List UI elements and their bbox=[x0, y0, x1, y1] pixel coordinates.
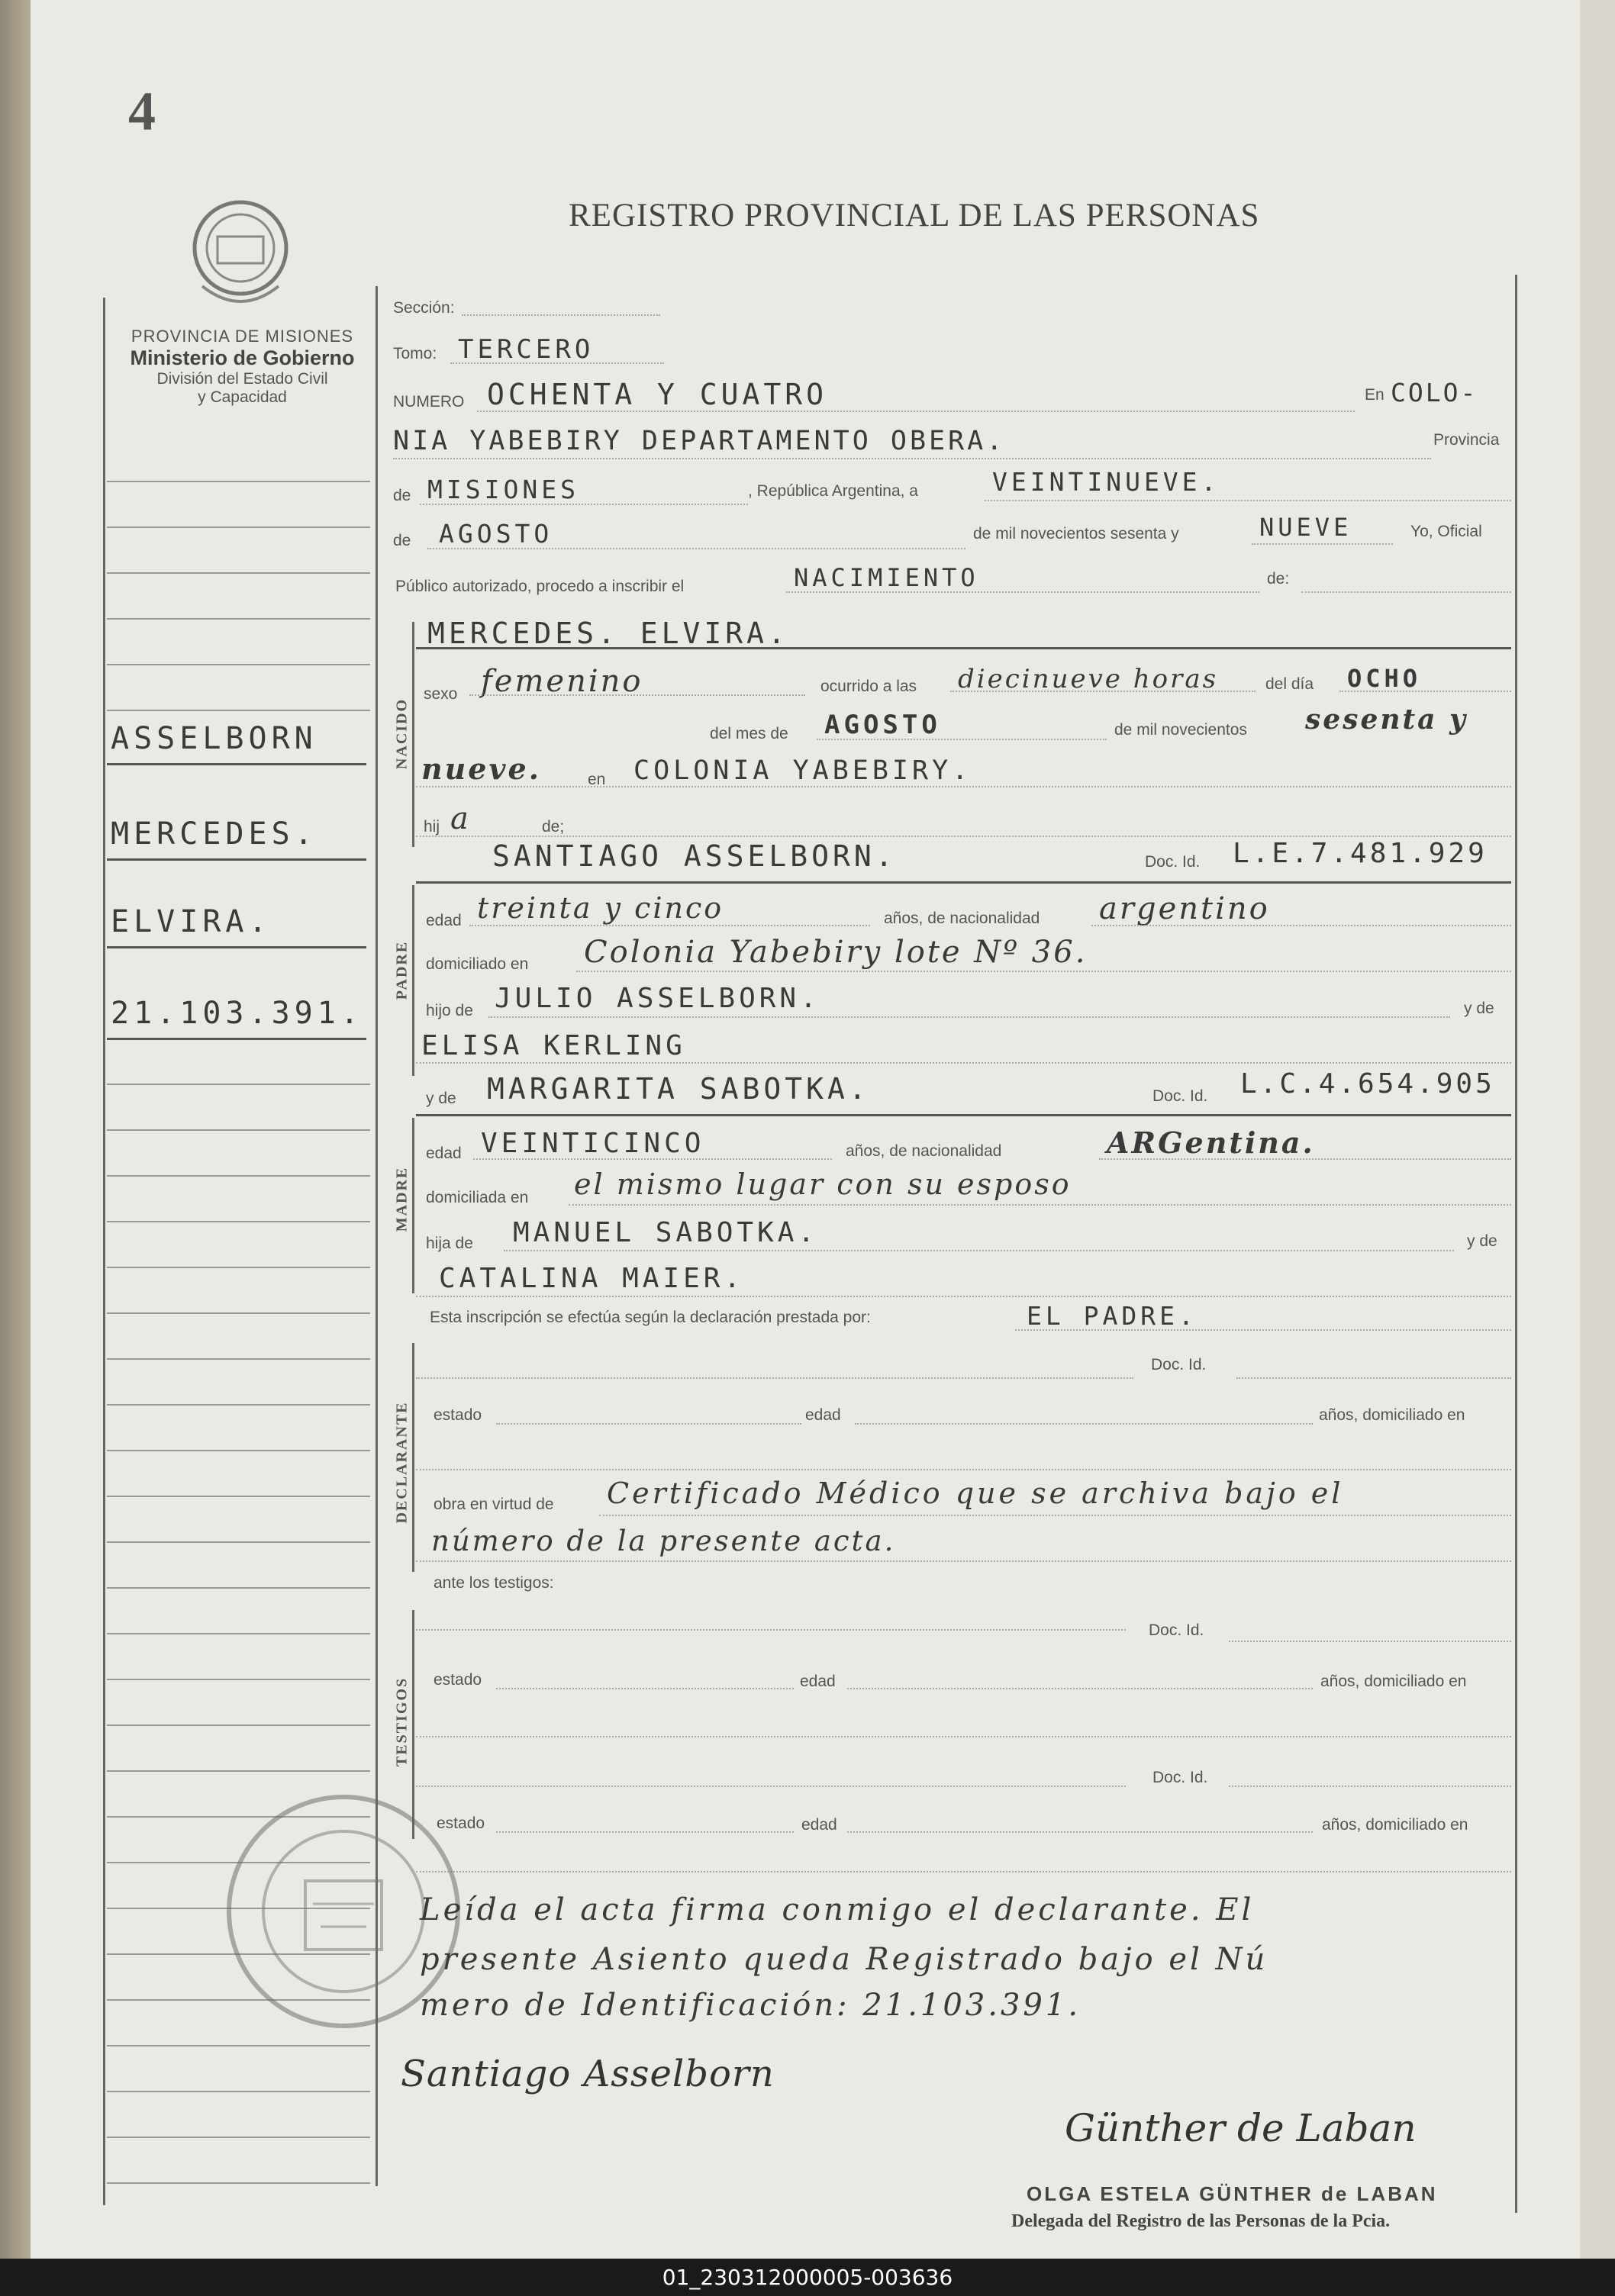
testigo2-name-dots bbox=[416, 1786, 1126, 1787]
label-edad-padre: edad bbox=[426, 912, 462, 929]
padre-padre-dots bbox=[488, 1016, 1450, 1018]
madre-padre-dots bbox=[504, 1250, 1454, 1251]
acto-dots bbox=[786, 591, 1259, 593]
value-obra-a: Certificado Médico que se archiva bajo el bbox=[607, 1476, 1344, 1510]
value-madre-doc: L.C.4.654.905 bbox=[1240, 1068, 1495, 1100]
label-estado-declarante: estado bbox=[434, 1406, 482, 1424]
value-tomo: TERCERO bbox=[458, 334, 595, 365]
label-doc-testigo2: Doc. Id. bbox=[1152, 1769, 1208, 1786]
declarante-signature: Santiago Asselborn bbox=[401, 2053, 775, 2095]
label-doc-padre: Doc. Id. bbox=[1145, 853, 1201, 871]
label-edad-madre: edad bbox=[426, 1145, 462, 1162]
testigo1-name-dots bbox=[416, 1629, 1126, 1631]
margin-underline-1 bbox=[107, 763, 366, 765]
label-tomo: Tomo: bbox=[393, 345, 437, 362]
label-numero: NUMERO bbox=[393, 393, 465, 411]
margin-surname: ASSELBORN bbox=[111, 721, 318, 756]
value-padre: SANTIAGO ASSELBORN. bbox=[492, 839, 897, 873]
obra-dots-2 bbox=[416, 1560, 1511, 1562]
declarante-bracket bbox=[412, 1343, 414, 1572]
label-de-2: de bbox=[393, 532, 411, 549]
estado-dots-1 bbox=[496, 1423, 801, 1425]
label-del-dia: del día bbox=[1265, 675, 1314, 693]
adjacent-page-edge bbox=[1580, 0, 1615, 2259]
label-de-mil-novecientos: de mil novecientos bbox=[1114, 721, 1247, 739]
org-capacity: y Capacidad bbox=[198, 388, 287, 406]
colonia-dots bbox=[393, 458, 1431, 459]
label-doc-madre: Doc. Id. bbox=[1152, 1087, 1208, 1105]
label-anos-dom-declarante: años, domiciliado en bbox=[1319, 1406, 1465, 1424]
file-id-caption: 01_230312000005-003636 bbox=[0, 2259, 1615, 2296]
label-nacionalidad-padre: años, de nacionalidad bbox=[884, 910, 1040, 927]
padre-dom-dots bbox=[576, 971, 1511, 972]
label-esta-inscripcion: Esta inscripción se efectúa según la declaración prestada por: bbox=[430, 1309, 871, 1326]
madre-bracket bbox=[412, 1118, 414, 1293]
label-hij: hij bbox=[424, 818, 440, 836]
value-lugar: COLONIA YABEBIRY. bbox=[633, 755, 972, 786]
declarante-doc-dots bbox=[1236, 1377, 1511, 1379]
label-ocurrido: ocurrido a las bbox=[820, 678, 917, 695]
label-del-mes: del mes de bbox=[710, 725, 788, 742]
value-anio-nac-a: sesenta y bbox=[1305, 704, 1468, 736]
label-nacionalidad-madre: años, de nacionalidad bbox=[846, 1142, 1002, 1160]
acto-dots-2 bbox=[1301, 591, 1511, 593]
value-padre-madre: ELISA KERLING bbox=[421, 1030, 686, 1061]
lugar-dots bbox=[416, 786, 1511, 787]
padre-rule bbox=[416, 881, 1511, 884]
seccion-dots bbox=[462, 314, 660, 316]
org-division: División del Estado Civil bbox=[156, 370, 328, 388]
padre-bracket bbox=[412, 885, 414, 1076]
value-madre-padre: MANUEL SABOTKA. bbox=[513, 1217, 819, 1248]
label-domiciliado-padre: domiciliado en bbox=[426, 955, 529, 973]
value-anio: NUEVE bbox=[1259, 513, 1352, 542]
value-numero: OCHENTA Y CUATRO bbox=[487, 378, 828, 411]
anio-dots bbox=[1252, 543, 1393, 545]
label-edad-testigo2: edad bbox=[801, 1816, 837, 1834]
madre-rule bbox=[416, 1114, 1511, 1116]
margin-name-1: MERCEDES. bbox=[111, 816, 318, 852]
book-binding bbox=[0, 0, 31, 2259]
value-cierre-c: mero de Identificación: 21.103.391. bbox=[420, 1988, 1082, 2023]
value-padre-doc: L.E.7.481.929 bbox=[1233, 838, 1488, 869]
value-madre-madre: CATALINA MAIER. bbox=[439, 1263, 745, 1294]
hij-dots bbox=[416, 836, 1511, 837]
section-label-declarante: DECLARANTE bbox=[393, 1401, 411, 1524]
label-sexo: sexo bbox=[424, 685, 458, 703]
nacido-bracket bbox=[412, 622, 414, 847]
margin-name-2: ELVIRA. bbox=[111, 904, 272, 939]
value-dia: OCHO bbox=[1347, 664, 1422, 693]
value-sexo: femenino bbox=[481, 664, 643, 699]
oficial-title: Delegada del Registro de las Personas de la Pcia. bbox=[1011, 2211, 1391, 2231]
testigo2-dom-dots bbox=[416, 1871, 1511, 1873]
estado-dots-2 bbox=[496, 1688, 794, 1689]
value-dia-letras: VEINTINUEVE. bbox=[992, 467, 1220, 497]
label-edad-declarante: edad bbox=[805, 1406, 841, 1424]
edad-dots-3 bbox=[847, 1831, 1313, 1833]
value-provincia: MISIONES bbox=[427, 475, 579, 504]
label-doc-testigo1: Doc. Id. bbox=[1149, 1621, 1204, 1639]
declarante-dots bbox=[1015, 1329, 1511, 1331]
value-madre-nac: ARGentina. bbox=[1107, 1125, 1315, 1160]
label-republica: , República Argentina, a bbox=[748, 482, 918, 500]
section-label-nacido: NACIDO bbox=[393, 697, 411, 770]
right-margin-rule bbox=[1515, 275, 1517, 2213]
margin-underline-4 bbox=[107, 1038, 366, 1040]
label-hija-de: hija de bbox=[426, 1235, 473, 1252]
margin-underline-2 bbox=[107, 858, 366, 861]
value-mes: AGOSTO bbox=[439, 519, 553, 549]
label-de-semicolon: de; bbox=[542, 818, 565, 836]
value-madre: MARGARITA SABOTKA. bbox=[487, 1072, 870, 1106]
testigo1-doc-dots bbox=[1229, 1641, 1511, 1642]
value-colonia-b: NIA YABEBIRY DEPARTAMENTO OBERA. bbox=[393, 426, 1006, 456]
estado-dots-3 bbox=[496, 1831, 794, 1833]
value-colonia-a: COLO- bbox=[1391, 378, 1478, 407]
label-ante-testigos: ante los testigos: bbox=[434, 1574, 554, 1592]
label-anos-dom-testigo1: años, domiciliado en bbox=[1320, 1673, 1467, 1690]
value-padre-dom: Colonia Yabebiry lote Nº 36. bbox=[584, 935, 1088, 970]
madre-dom-dots bbox=[569, 1204, 1511, 1206]
label-obra-virtud: obra en virtud de bbox=[434, 1496, 554, 1513]
org-province: PROVINCIA DE MISIONES bbox=[131, 327, 354, 346]
value-cierre-a: Leída el acta firma conmigo el declarante. El bbox=[420, 1892, 1255, 1927]
page-number: 4 bbox=[128, 81, 156, 142]
oficial-name: OLGA ESTELA GÜNTHER de LABAN bbox=[1027, 2182, 1438, 2205]
value-acto: NACIMIENTO bbox=[794, 563, 979, 592]
value-madre-edad: VEINTICINCO bbox=[481, 1128, 705, 1159]
obra-dots-1 bbox=[599, 1515, 1511, 1516]
sexo-dots bbox=[469, 694, 805, 696]
label-de-colon: de: bbox=[1267, 570, 1290, 588]
label-anos-dom-testigo2: años, domiciliado en bbox=[1322, 1816, 1468, 1834]
edad-dots-2 bbox=[847, 1688, 1313, 1689]
label-y-de-madre: y de bbox=[426, 1090, 456, 1107]
label-estado-testigo2: estado bbox=[437, 1815, 485, 1832]
padre-edad-dots bbox=[469, 925, 870, 926]
value-declarante: EL PADRE. bbox=[1027, 1301, 1198, 1331]
label-de-1: de bbox=[393, 487, 411, 504]
tomo-dots bbox=[450, 362, 664, 364]
padre-nac-dots bbox=[1091, 925, 1511, 926]
hora-dots bbox=[950, 691, 1256, 692]
value-nombre: MERCEDES. ELVIRA. bbox=[427, 617, 789, 650]
madre-madre-dots bbox=[416, 1296, 1511, 1297]
value-hora: diecinueve horas bbox=[958, 664, 1219, 694]
label-en-lugar: en bbox=[588, 771, 606, 788]
label-y-de-madre-2: y de bbox=[1467, 1232, 1497, 1250]
madre-nac-dots bbox=[1099, 1158, 1511, 1160]
label-mil-novecientos: de mil novecientos sesenta y bbox=[973, 525, 1179, 543]
dia-nac-dots bbox=[1339, 691, 1511, 692]
label-doc-declarante: Doc. Id. bbox=[1151, 1356, 1207, 1373]
value-obra-b: número de la presente acta. bbox=[431, 1525, 896, 1557]
label-hijo-de: hijo de bbox=[426, 1002, 473, 1019]
section-label-madre: MADRE bbox=[393, 1166, 411, 1232]
oficial-signature: Günther de Laban bbox=[1065, 2106, 1417, 2150]
declarante-dom-dots bbox=[416, 1469, 1511, 1470]
label-en: En bbox=[1365, 386, 1385, 404]
value-padre-nac: argentino bbox=[1099, 891, 1270, 926]
label-estado-testigo1: estado bbox=[434, 1671, 482, 1689]
label-edad-testigo1: edad bbox=[800, 1673, 836, 1690]
section-label-testigos: TESTIGOS bbox=[393, 1676, 411, 1767]
numero-dots bbox=[477, 411, 1355, 412]
value-cierre-b: presente Asiento queda Registrado bajo el Nú bbox=[420, 1942, 1268, 1977]
padre-madre-dots bbox=[416, 1062, 1511, 1064]
value-padre-padre: JULIO ASSELBORN. bbox=[495, 983, 820, 1014]
provincia-dots bbox=[420, 504, 748, 505]
value-mes-nac: AGOSTO bbox=[824, 710, 941, 740]
value-hij: a bbox=[450, 801, 471, 836]
left-margin-rule bbox=[103, 298, 105, 2205]
section-label-padre: PADRE bbox=[393, 940, 411, 1000]
org-ministry: Ministerio de Gobierno bbox=[130, 346, 355, 369]
testigo2-doc-dots bbox=[1229, 1786, 1511, 1787]
mes-nac-dots bbox=[817, 739, 1107, 740]
value-madre-dom: el mismo lugar con su esposo bbox=[574, 1167, 1072, 1201]
dia-dots bbox=[985, 500, 1511, 501]
label-y-de-padre: y de bbox=[1464, 1000, 1494, 1017]
label-yo-oficial: Yo, Oficial bbox=[1410, 523, 1482, 540]
label-publico: Público autorizado, procedo a inscribir el bbox=[395, 578, 685, 595]
nombre-rule bbox=[416, 647, 1511, 649]
margin-underline-3 bbox=[107, 946, 366, 948]
declarante-name-dots bbox=[416, 1377, 1133, 1379]
label-domiciliada: domiciliada en bbox=[426, 1189, 529, 1206]
margin-id-number: 21.103.391. bbox=[111, 996, 363, 1031]
label-seccion: Sección: bbox=[393, 299, 455, 317]
testigo1-dom-dots bbox=[416, 1736, 1511, 1737]
page-title: REGISTRO PROVINCIAL DE LAS PERSONAS bbox=[569, 198, 1260, 233]
madre-edad-dots bbox=[473, 1158, 832, 1160]
value-padre-edad: treinta y cinco bbox=[477, 891, 724, 925]
edad-dots-1 bbox=[855, 1423, 1313, 1425]
label-provincia: Provincia bbox=[1433, 431, 1500, 449]
mes-dots bbox=[427, 548, 965, 549]
coat-of-arms-icon bbox=[187, 195, 294, 317]
value-anio-nac-b: nueve. bbox=[421, 752, 541, 786]
